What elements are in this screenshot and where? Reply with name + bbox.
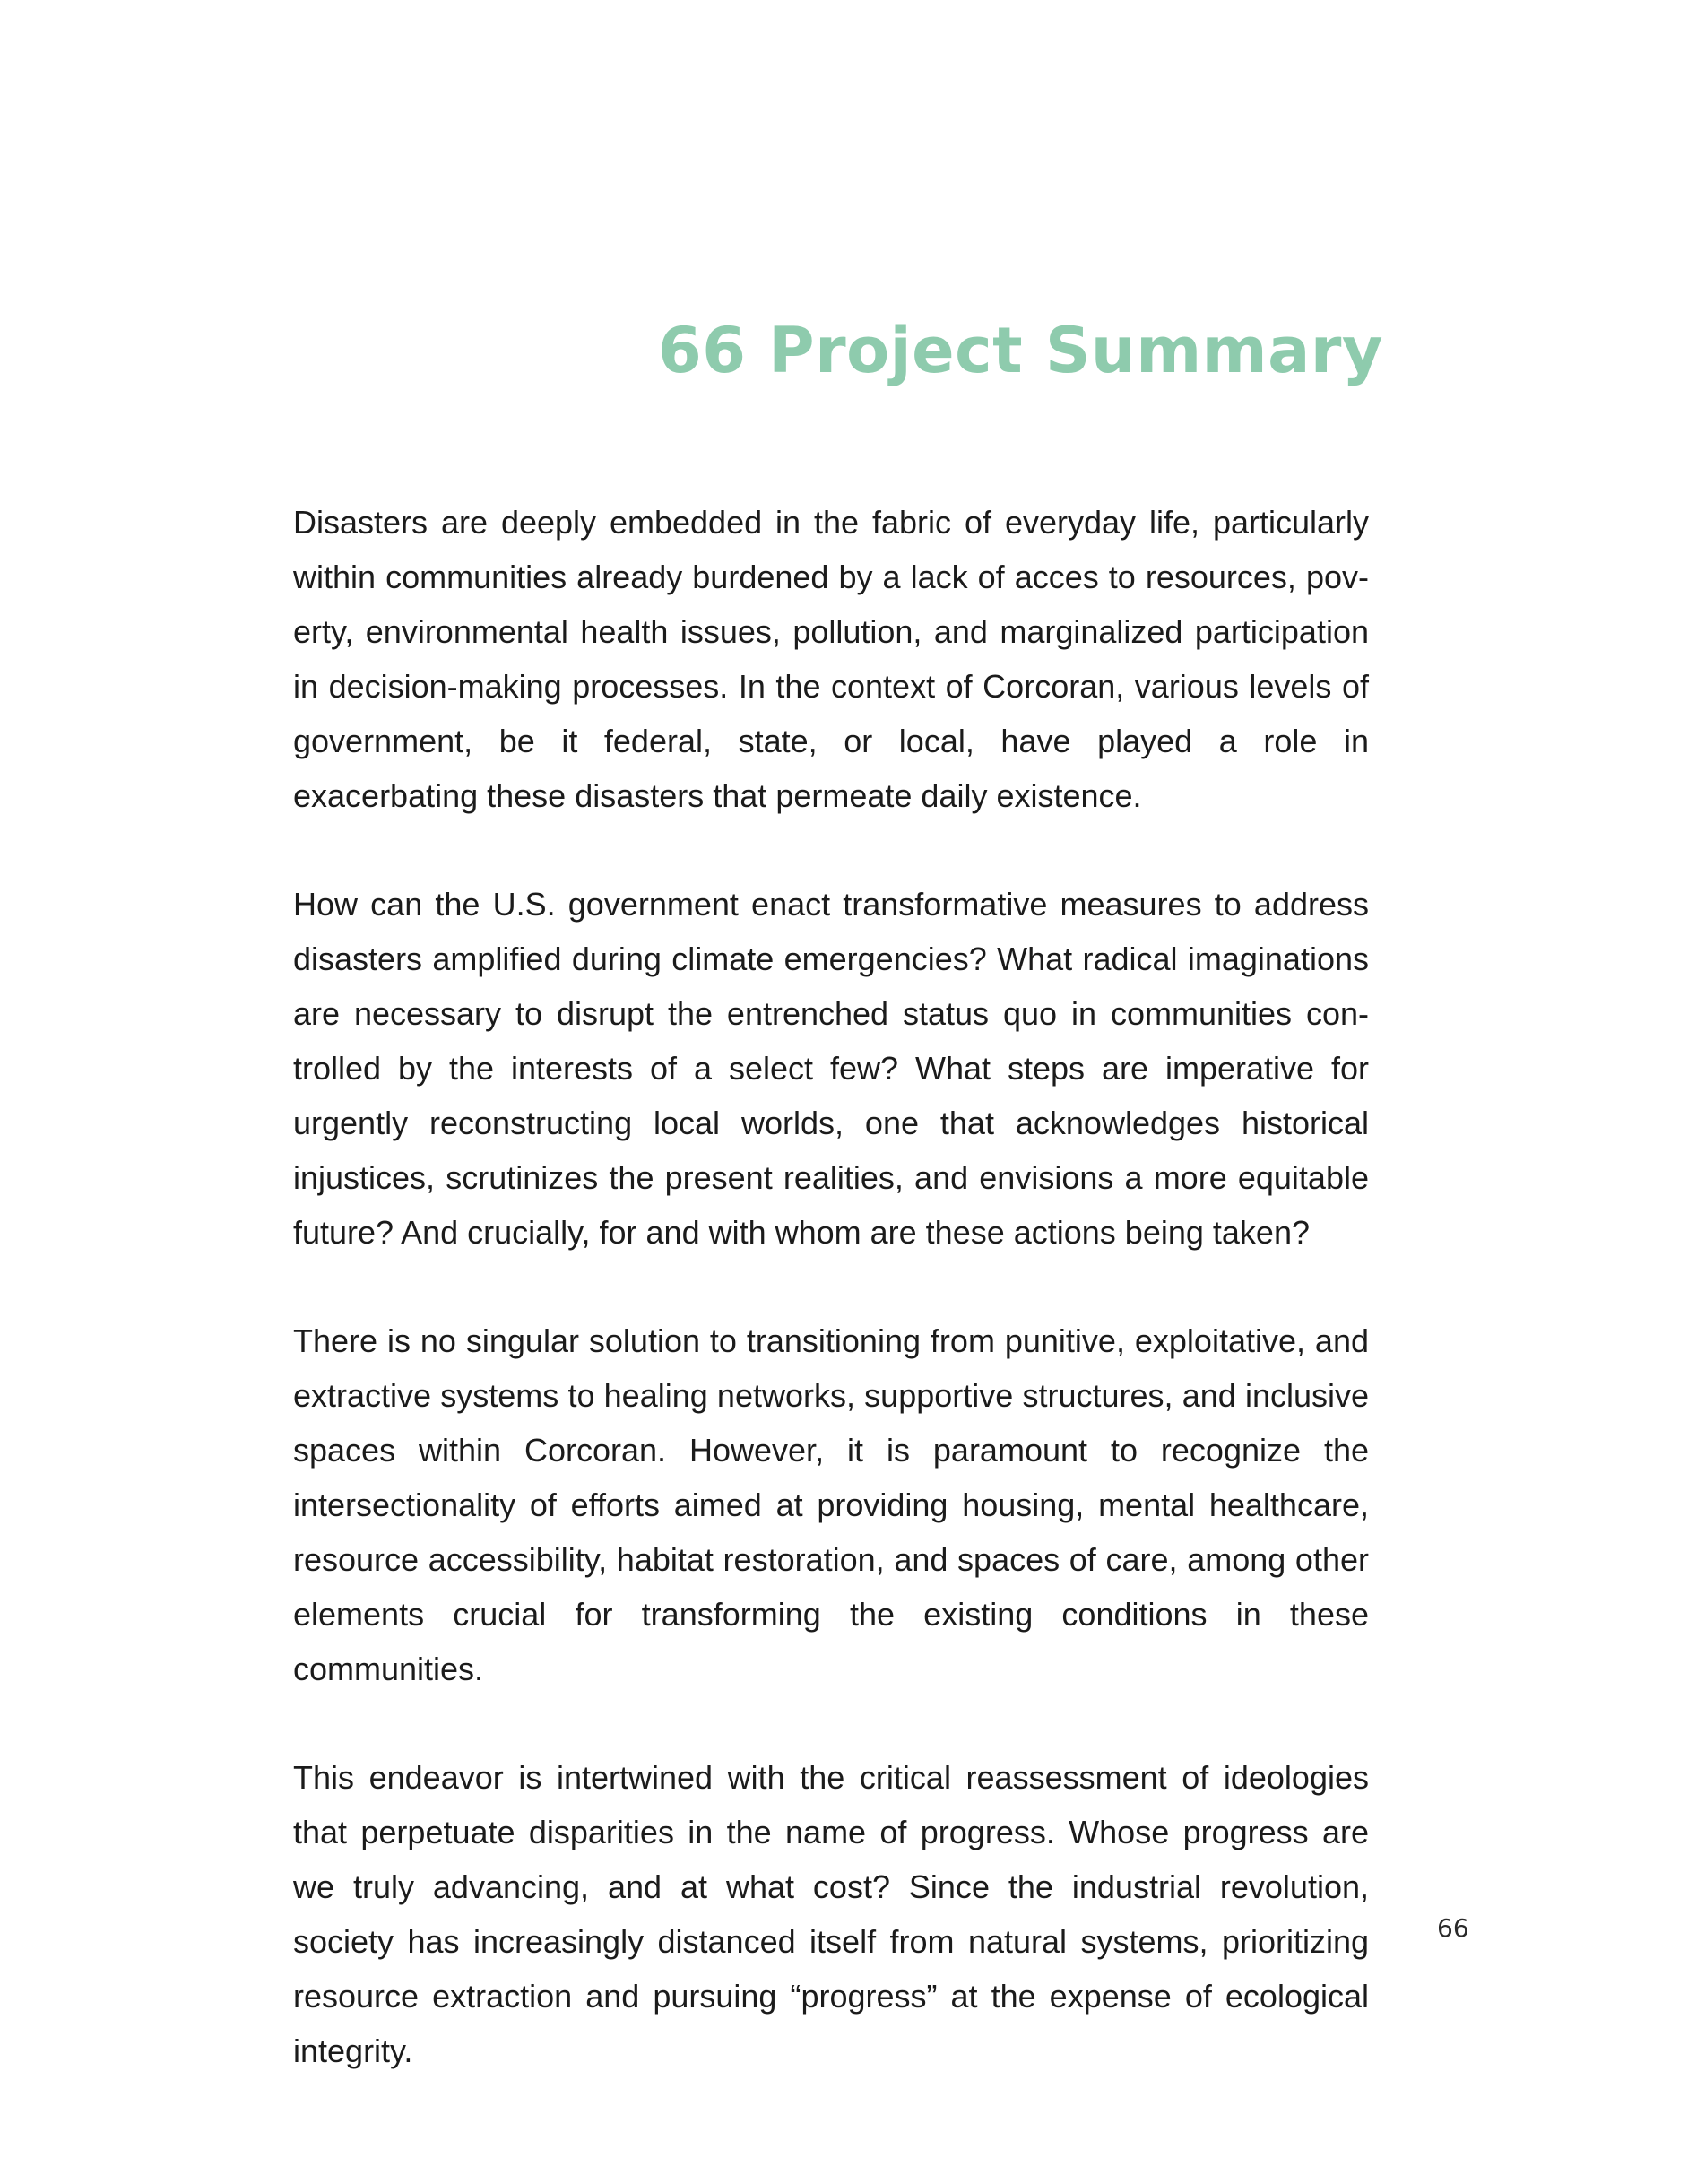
paragraph-2: How can the U.S. government enact transformative measures to address disasters amplified during climate emergencies? What radical imaginations are necessary to disrupt the entrenched status quo in communities controlled by the interests of a select few? What steps are imperative for urgently reconstructing local worlds, one that acknowledges historical injustices, scrutinizes the present realities, and envisions a more equitable future? And crucially, for and with whom are these actions being taken? [293,886,1369,1251]
page-title: 66 Project Summary [657,314,1383,387]
paragraph-4: This endeavor is intertwined with the critical reassessment of ideologies that perpetuate disparities in the name of progress. Whose progress are we truly advancing, and at what cost? Since the industrial revolution, society has increasingly distanced itself from natural systems, prioritizing resource extraction and pursuing “progress” at the expense of ecological integrity. [293,1759,1369,2069]
page-number: 66 [1437,1913,1469,1943]
paragraph-3: There is no singular solution to transitioning from punitive, exploitative, and extractive systems to healing networks, supportive structures, and inclusive spaces within Corcoran. However, it is paramount to recognize the intersectionality of efforts aimed at providing housing, mental healthcare, resource accessibility, habitat restoration, and spaces of care, among other elements crucial for transforming the existing conditions in these communities. [293,1322,1369,1687]
paragraph-1: Disasters are deeply embedded in the fabric of everyday life, particularly within communities already burdened by a lack of acces to resources, poverty, environmental health issues, pollution, and marginalized participation in decision-making processes. In the context of Corcoran, various levels of government, be it federal, state, or local, have played a role in exacerbating these disasters that permeate daily existence. [293,504,1369,814]
body-text [293,495,1369,2078]
